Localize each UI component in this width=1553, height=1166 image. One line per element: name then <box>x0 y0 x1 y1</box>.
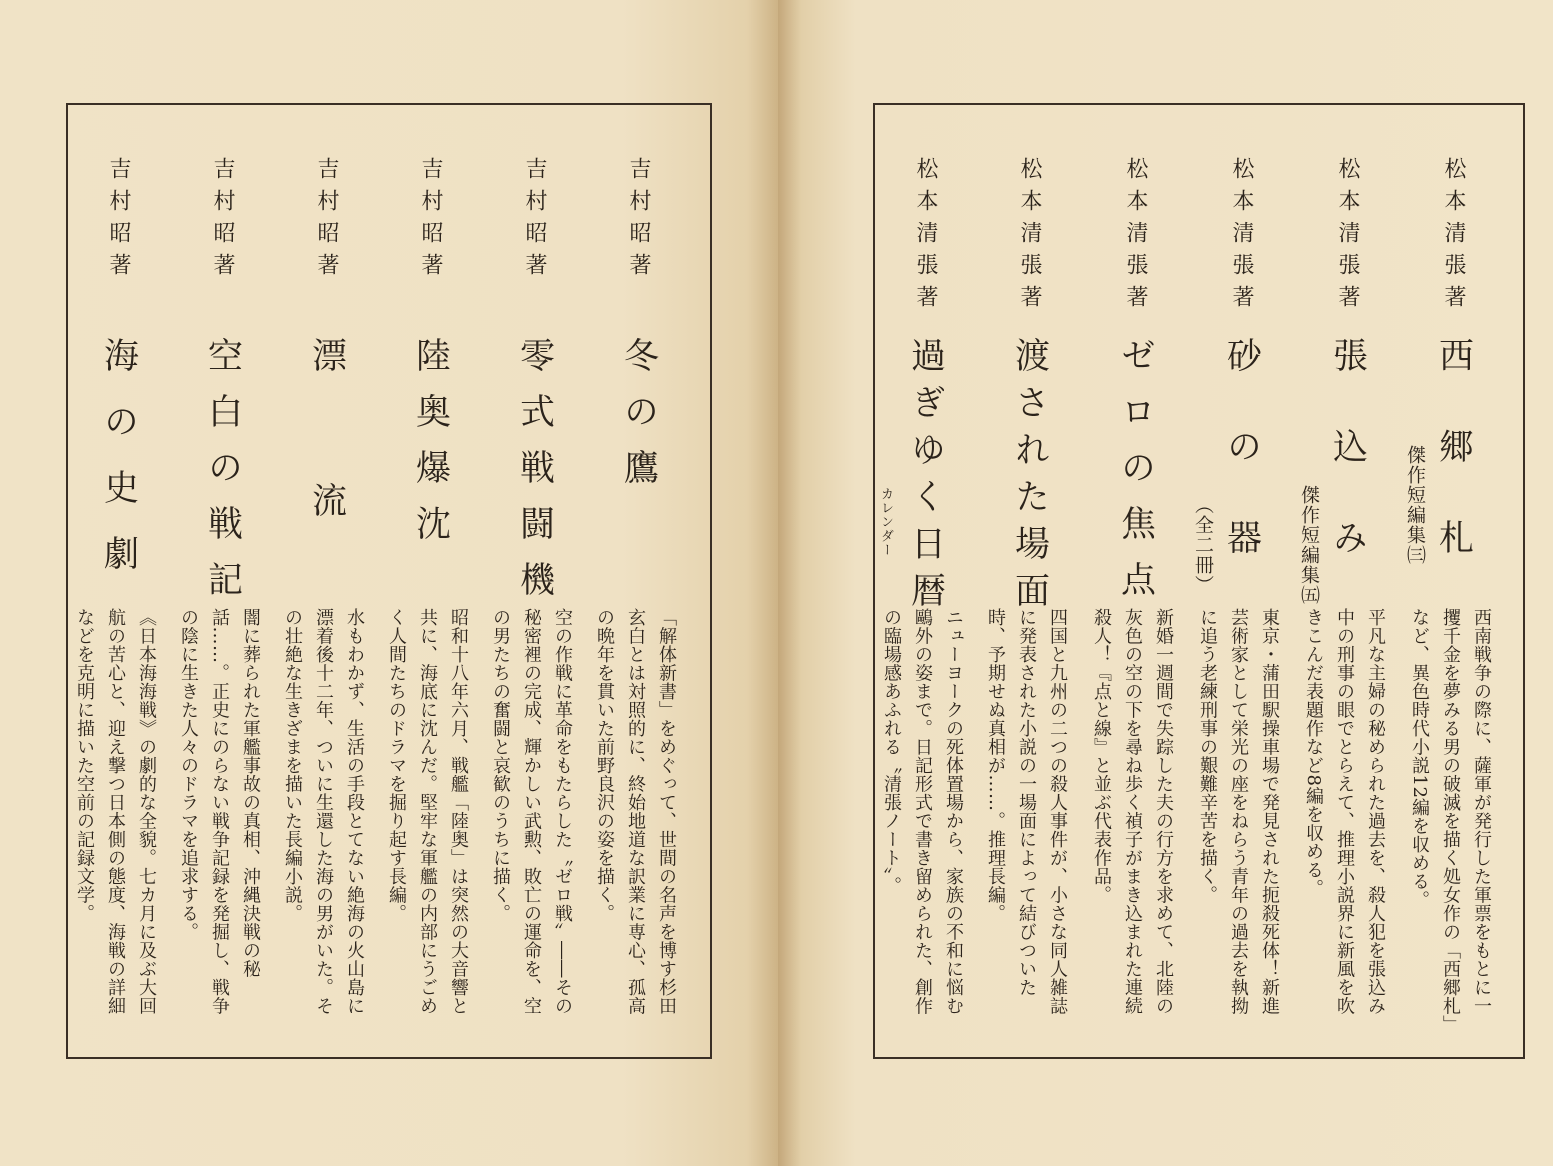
book-description: 西南戦争の際に、薩軍が発行した軍票をもとに一攫千金を夢みる男の破滅を描く処女作の「西郷札」など、異色時代小説12編を収める。 <box>1409 608 1492 1025</box>
book-author: 吉村昭著 <box>210 157 235 285</box>
book-author: 吉村昭著 <box>626 157 651 285</box>
book-author: 松本清張著 <box>913 157 938 317</box>
book-author: 松本清張著 <box>1335 157 1360 317</box>
book-title: 西郷札 <box>1433 337 1474 610</box>
book-description: 昭和十八年六月、戦艦「陸奥」は突然の大音響と共に、海底に沈んだ。堅牢な軍艦の内部にうごめく人間たちのドラマを掘り起す長編。 <box>386 608 469 1015</box>
book-author: 松本清張著 <box>1017 157 1042 317</box>
book-title: 冬の鷹 <box>618 337 659 505</box>
book-author: 松本清張著 <box>1441 157 1466 317</box>
book-entry-umi-no-shigeki <box>68 105 168 1057</box>
book-description: 新婚一週間で失踪した夫の行方を求めて、北陸の灰色の空の下を尋ね歩く禎子がまき込まれた連続殺人！『点と線』と並ぶ代表作品。 <box>1091 608 1174 1015</box>
right-book-list-frame <box>873 103 1525 1059</box>
book-title: 渡された場面 <box>1009 337 1050 619</box>
book-title: 過ぎゆく日暦 <box>905 337 946 619</box>
book-description: ニューヨークの死体置場から、家族の不和に悩む鷗外の姿まで。日記形式で書き留められた、創作の臨場感あふれる〝清張ノート〟。 <box>881 608 964 1015</box>
book-description: 「解体新書」をめぐって、世間の名声を博す杉田玄白とは対照的に、終始地道な訳業に専心、孤高の晩年を貫いた前野良沢の姿を描く。 <box>594 608 677 1015</box>
book-subtitle: 傑作短編集㈢ <box>1404 445 1426 565</box>
book-entry-suna-no-utsuwa <box>1191 105 1291 1057</box>
book-author: 吉村昭著 <box>106 157 131 285</box>
book-entry-harikomi <box>1297 105 1397 1057</box>
book-title-ruby: カレンダー <box>878 487 893 557</box>
left-book-list-frame <box>66 103 712 1059</box>
book-title: 漂流 <box>306 337 347 627</box>
book-entry-sugiyuku-calendar <box>875 105 975 1057</box>
book-entry-zero-no-shouten <box>1085 105 1185 1057</box>
book-title: 張込み <box>1327 337 1368 610</box>
book-title: ゼロの焦点 <box>1115 337 1156 617</box>
book-author: 吉村昭著 <box>314 157 339 285</box>
book-entry-fuyu-no-taka <box>588 105 688 1057</box>
book-title: 砂の器 <box>1221 337 1262 610</box>
book-description: 東京・蒲田駅操車場で発見された扼殺死体！新進芸術家として栄光の座をねらう青年の過去を執拗に追う老練刑事の艱難辛苦を描く。 <box>1197 608 1280 1015</box>
book-author: 松本清張著 <box>1229 157 1254 317</box>
book-author: 吉村昭著 <box>522 157 547 285</box>
book-title: 空白の戦記 <box>202 337 243 617</box>
book-description: 平凡な主婦の秘められた過去を、殺人犯を張込み中の刑事の眼でとらえて、推理小説界に新風を吹きこんだ表題作など8編を収める。 <box>1303 608 1386 1015</box>
book-entry-hyouryuu <box>276 105 376 1057</box>
book-description: 水もわかず、生活の手段とてない絶海の火山島に漂着後十二年、ついに生還した海の男がいた。その壮絶な生きざまを描いた長編小説。 <box>282 608 365 1015</box>
book-entry-reishiki-sentouki <box>484 105 584 1057</box>
book-title: 陸奥爆沈 <box>410 337 451 561</box>
book-entry-watasareta-bamen <box>979 105 1079 1057</box>
book-description: 空の作戦に革命をもたらした〝ゼロ戦〟――その秘密裡の完成、輝かしい武勲、敗亡の運命を、空の男たちの奮闘と哀歓のうちに描く。 <box>490 608 573 1015</box>
right-page <box>778 0 1553 1166</box>
book-author: 松本清張著 <box>1123 157 1148 317</box>
book-description: 闇に葬られた軍艦事故の真相、沖縄決戦の秘話……。正史にのらない戦争記録を発掘し、戦争の陰に生きた人々のドラマを追求する。 <box>178 608 261 1015</box>
book-title: 海の史劇 <box>98 337 139 601</box>
book-author: 吉村昭著 <box>418 157 443 285</box>
book-description: 《日本海海戦》の劇的な全貌。七カ月に及ぶ大回航の苦心と、迎え撃つ日本側の態度、海戦の詳細などを克明に描いた空前の記録文学。 <box>74 608 157 1015</box>
book-title: 零式戦闘機 <box>514 337 555 617</box>
book-entry-kuuhaku-no-senki <box>172 105 272 1057</box>
book-description: 四国と九州の二つの殺人事件が、小さな同人雑誌に発表された小説の一場面によって結びついた時、予期せぬ真相が……。推理長編。 <box>985 608 1068 1015</box>
book-entry-mutsu-bakuchin <box>380 105 480 1057</box>
book-subtitle: 傑作短編集㈤ <box>1298 485 1320 605</box>
book-entry-saigou-satsu <box>1403 105 1503 1057</box>
book-subtitle: （全二冊） <box>1192 495 1214 595</box>
